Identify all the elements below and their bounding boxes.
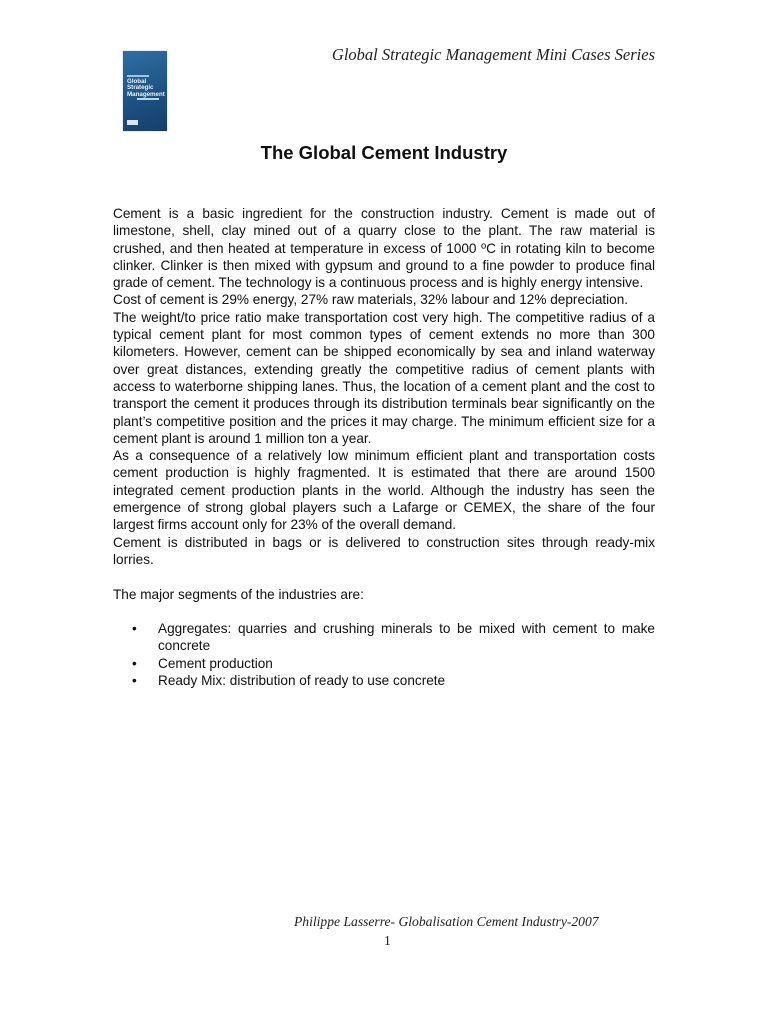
bullet-icon: • (132, 655, 137, 671)
segments-list (113, 620, 655, 689)
bullet-icon: • (132, 621, 137, 637)
bullet-icon: • (132, 673, 137, 689)
list-item (113, 620, 655, 655)
paragraph-fragmentation: As a consequence of a relatively low minimum efficient plant and transportation costs cement production is highly fragmented. It is estimated that there are around 1500 integrated cement production plants in the world. Although the industry has seen the emergence of strong global players such a Lafarge or CEMEX, the share of the four largest firms account only for 23% of the overall demand. (113, 448, 655, 533)
footer-text: Philippe Lasserre- Globalisation Cement Industry-2007 (294, 914, 599, 929)
book-cover-image (123, 51, 167, 131)
paragraph-distribution: Cement is distributed in bags or is delivered to construction sites through ready-mix lorries. (113, 534, 655, 567)
paragraph-transport: The weight/to price ratio make transportation cost very high. The competitive radius of a typical cement plant for most common types of cement extends no more than 300 kilometers. However, cement can be shipped economically by sea and inland waterway over great distances, extending greatly the competitive radius of cement plants with access to waterborne shipping lanes. Thus, the location of a cement plant and the cost to transport the cement it produces through its distribution terminals bear significantly on the plant’s competitive position and the prices it may charge. The minimum efficient size for a cement plant is around 1 million ton a year. (113, 309, 655, 446)
paragraph-cost: Cost of cement is 29% energy, 27% raw materials, 32% labour and 12% depreciation. (113, 292, 629, 308)
document-title: The Global Cement Industry (260, 142, 508, 163)
cover-title-text: Global Strategic Management (127, 78, 165, 98)
segment-aggregates: Aggregates: quarries and crushing minerals to be mixed with cement to make concrete (158, 621, 655, 654)
segments-intro: The major segments of the industries are: (113, 586, 364, 602)
series-title: Global Strategic Management Mini Cases Series (331, 45, 655, 64)
list-item (113, 655, 655, 672)
cover-subtitle-stripe (137, 98, 159, 100)
cover-stripe (127, 75, 149, 77)
paragraph-process: Cement is a basic ingredient for the construction industry. Cement is made out of limestone, shell, clay mined out of a quarry close to the plant. The raw material is crushed, and then heated at temperature in excess of 1000 ºC in rotating kiln to become clinker. Clinker is then mixed with gypsum and ground to a fine powder to produce final grade of cement. The technology is a continuous process and is highly energy intensive. (113, 206, 655, 291)
page-number: 1 (384, 933, 391, 948)
list-item (113, 672, 655, 689)
segment-cement-production: Cement production (158, 655, 273, 671)
publisher-logo (127, 120, 138, 125)
document-body (113, 205, 655, 689)
segment-ready-mix: Ready Mix: distribution of ready to use concrete (158, 673, 446, 689)
